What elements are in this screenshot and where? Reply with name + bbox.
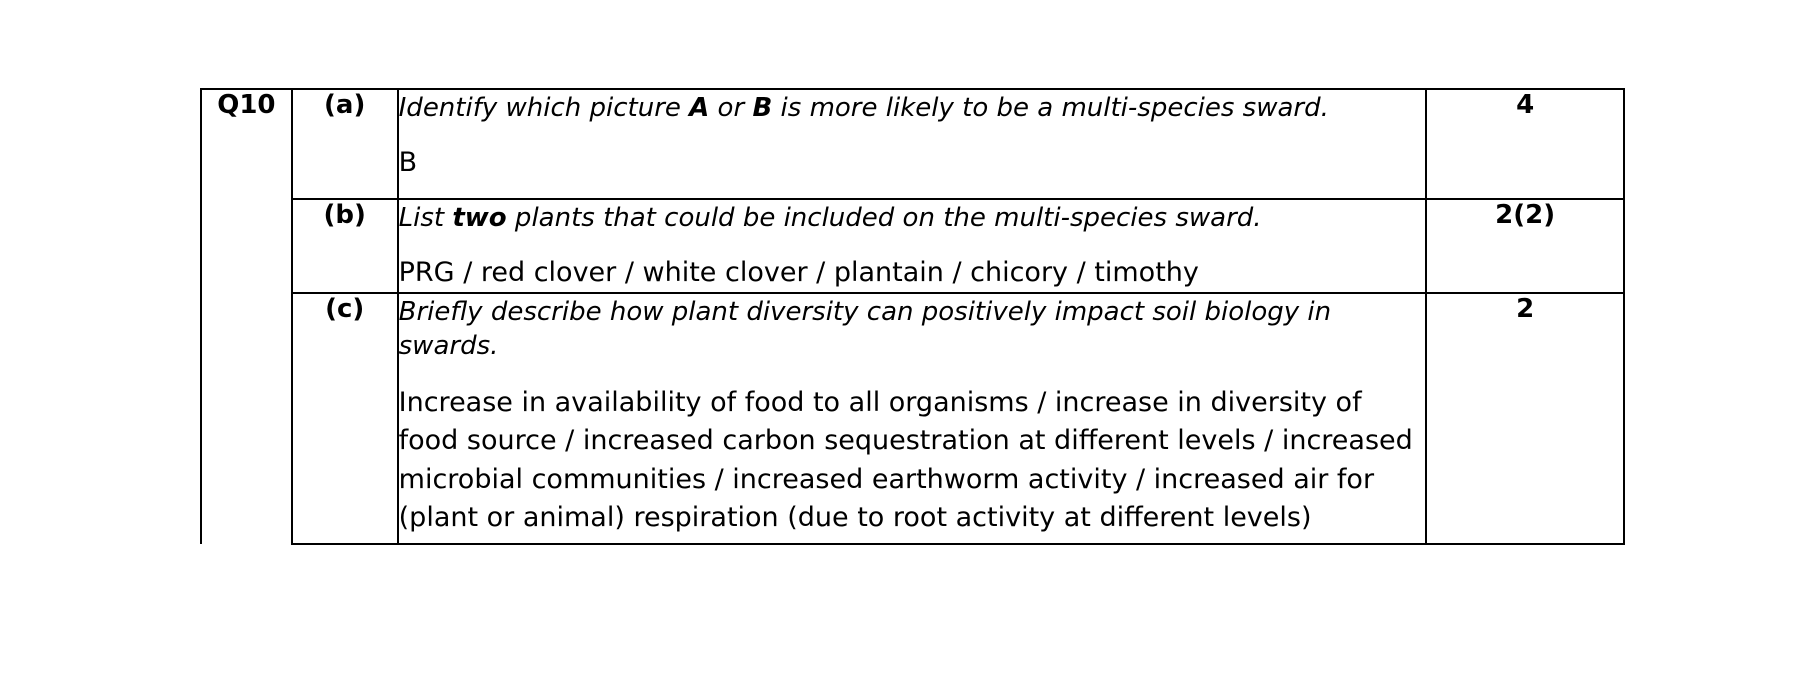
prompt-segment-bold: two <box>452 203 507 234</box>
prompt-text-c: Briefly describe how plant diversity can positively impact soil biology in swards. <box>398 297 1332 362</box>
table-row <box>201 89 1624 199</box>
prompt-segment: plants that could be included on the multi-species sward <box>506 203 1254 234</box>
prompt-text-a <box>399 92 1426 126</box>
answer-text-c: Increase in availability of food to all organisms / increase in diversity of food source / increased carbon sequestration at different levels / increased microbial communities / increased earthworm activity / increased air for (plant or animal) respiration (due to root activity at different levels) <box>398 386 1413 533</box>
answer-text-a: B <box>398 146 418 178</box>
marks-value-b: 2(2) <box>1495 200 1556 231</box>
marks-cell-c <box>1426 293 1624 544</box>
prompt-segment: or <box>709 93 753 123</box>
marks-value-a: 4 <box>1516 90 1535 120</box>
part-label-cell-c <box>292 293 398 544</box>
table-row <box>201 199 1624 293</box>
answer-text-b: PRG / red clover / white clover / plantain / chicory / timothy <box>398 256 1199 288</box>
question-number: Q10 <box>217 90 276 120</box>
question-number-spacer-c <box>201 293 292 544</box>
prompt-segment-bold: A <box>689 93 710 123</box>
marks-cell-b <box>1426 199 1624 293</box>
marking-scheme-table <box>200 88 1625 545</box>
question-number-cell <box>201 89 292 199</box>
prompt-segment: . <box>1253 203 1262 234</box>
question-number-spacer-b <box>201 199 292 293</box>
table-row <box>201 293 1624 544</box>
prompt-segment-bold: B <box>752 93 773 123</box>
answer-body-cell-c <box>398 293 1427 544</box>
answer-body-cell-b <box>398 199 1427 293</box>
marks-value-c: 2 <box>1516 294 1535 325</box>
prompt-segment: is more likely to be a multi-species sward. <box>772 93 1329 123</box>
prompt-text-b <box>399 202 1426 236</box>
part-label-b: (b) <box>323 200 366 231</box>
prompt-segment: Identify which picture <box>398 93 690 123</box>
part-label-a: (a) <box>324 90 366 120</box>
prompt-segment: List <box>398 203 453 234</box>
marks-cell-a <box>1426 89 1624 199</box>
part-label-cell-a <box>292 89 398 199</box>
part-label-cell-b <box>292 199 398 293</box>
part-label-c: (c) <box>325 294 365 325</box>
answer-body-cell-a <box>398 89 1427 199</box>
